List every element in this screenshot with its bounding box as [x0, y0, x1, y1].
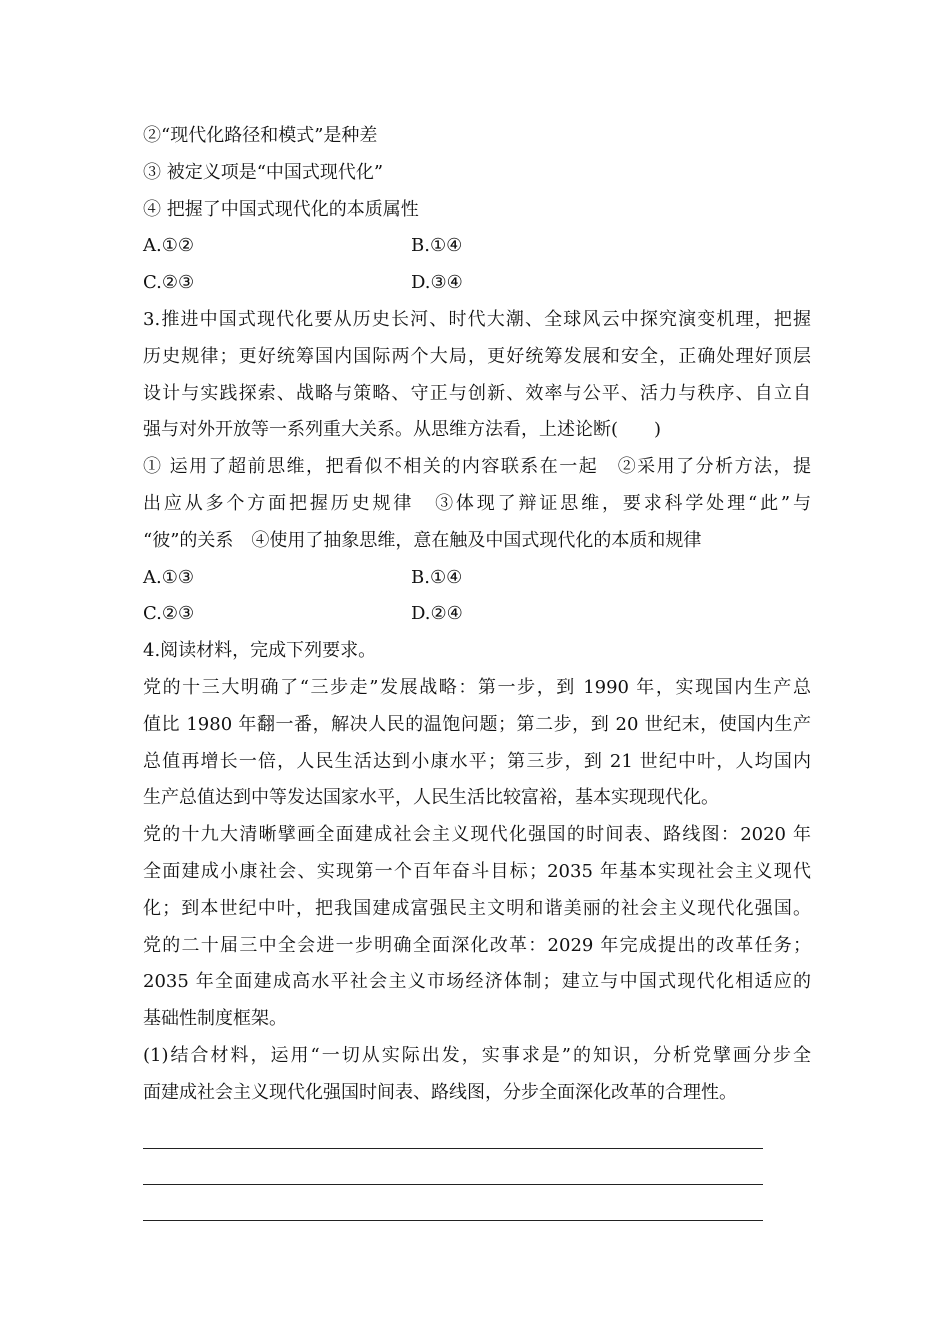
- question-3: [143, 302, 811, 633]
- q2-options-row-1: [143, 228, 811, 265]
- q4-title: 4.阅读材料，完成下列要求。: [143, 640, 377, 662]
- q4-material-line: 值比 1980 年翻一番，解决人民的温饱问题；第二步，到 20 世纪末，使国内生产: [143, 713, 811, 735]
- q4-material-line: 化；到本世纪中叶，把我国建成富强民主文明和谐美丽的社会主义现代化强国。: [143, 897, 811, 919]
- q3-option-a: A.①③: [143, 566, 194, 588]
- q2-option-a: A.①②: [143, 235, 194, 257]
- q4-material-line: 党的十九大清晰擘画全面建成社会主义现代化强国的时间表、路线图：2020 年: [143, 824, 811, 846]
- q3-stem-line: 3.推进中国式现代化要从历史长河、时代大潮、全球风云中探究演变机理，把握: [143, 308, 811, 330]
- q4-sub1-line: (1)结合材料，运用“一切从实际出发，实事求是”的知识，分析党擘画分步全: [143, 1044, 811, 1066]
- q4-material-line: 全面建成小康社会、实现第一个百年奋斗目标；2035 年基本实现社会主义现代: [143, 860, 811, 882]
- q3-option-d: D.②④: [411, 603, 463, 625]
- q2-option-b: B.①④: [411, 235, 463, 257]
- question-4: [143, 633, 811, 1220]
- q4-sub1-line: 面建成社会主义现代化强国时间表、路线图，分步全面深化改革的合理性。: [143, 1081, 737, 1103]
- q4-material-line: 党的十三大明确了“三步走”发展战略：第一步，到 1990 年，实现国内生产总: [143, 676, 811, 698]
- q2-item-4: ④ 把握了中国式现代化的本质属性: [143, 198, 419, 220]
- q4-material-line: 总值再增长一倍，人民生活达到小康水平；第三步，到 21 世纪中叶，人均国内: [143, 750, 811, 772]
- q3-option-b: B.①④: [411, 566, 463, 588]
- answer-line[interactable]: [143, 1158, 763, 1185]
- q4-material-line: 生产总值达到中等发达国家水平，人民生活比较富裕，基本实现现代化。: [143, 787, 719, 809]
- q3-stem-line: 历史规律；更好统筹国内国际两个大局，更好统筹发展和安全，正确处理好顶层: [143, 345, 811, 367]
- q3-stem-line: 强与对外开放等一系列重大关系。从思维方法看，上述论断( ): [143, 419, 662, 441]
- q3-options-row-1: [143, 560, 811, 597]
- question-2-items: [143, 118, 811, 228]
- q3-item-line: ① 运用了超前思维，把看似不相关的内容联系在一起 ②采用了分析方法，提: [143, 456, 811, 478]
- answer-line[interactable]: [143, 1122, 763, 1149]
- q2-option-d: D.③④: [411, 272, 463, 294]
- q4-material-line: 党的二十届三中全会进一步明确全面深化改革：2029 年完成提出的改革任务；: [143, 934, 811, 956]
- q3-stem-line: 设计与实践探索、战略与策略、守正与创新、效率与公平、活力与秩序、自立自: [143, 382, 811, 404]
- q3-options-row-2: [143, 596, 811, 633]
- q2-item-3: ③ 被定义项是“中国式现代化”: [143, 161, 384, 183]
- q2-options-row-2: [143, 265, 811, 302]
- q3-item-line: 出应从多个方面把握历史规律 ③体现了辩证思维，要求科学处理“此”与: [143, 492, 811, 514]
- q2-option-c: C.②③: [143, 272, 195, 294]
- document-page: [143, 118, 811, 1230]
- q3-item-line: “彼”的关系 ④使用了抽象思维，意在触及中国式现代化的本质和规律: [143, 529, 702, 551]
- answer-line[interactable]: [143, 1194, 763, 1221]
- q3-option-c: C.②③: [143, 603, 195, 625]
- q4-material-line: 基础性制度框架。: [143, 1008, 287, 1030]
- q4-material-line: 2035 年全面建成高水平社会主义市场经济体制；建立与中国式现代化相适应的: [143, 971, 811, 993]
- answer-lines: [143, 1122, 811, 1221]
- question-2-options: [143, 228, 811, 302]
- q2-item-2: ②“现代化路径和模式”是种差: [143, 125, 378, 146]
